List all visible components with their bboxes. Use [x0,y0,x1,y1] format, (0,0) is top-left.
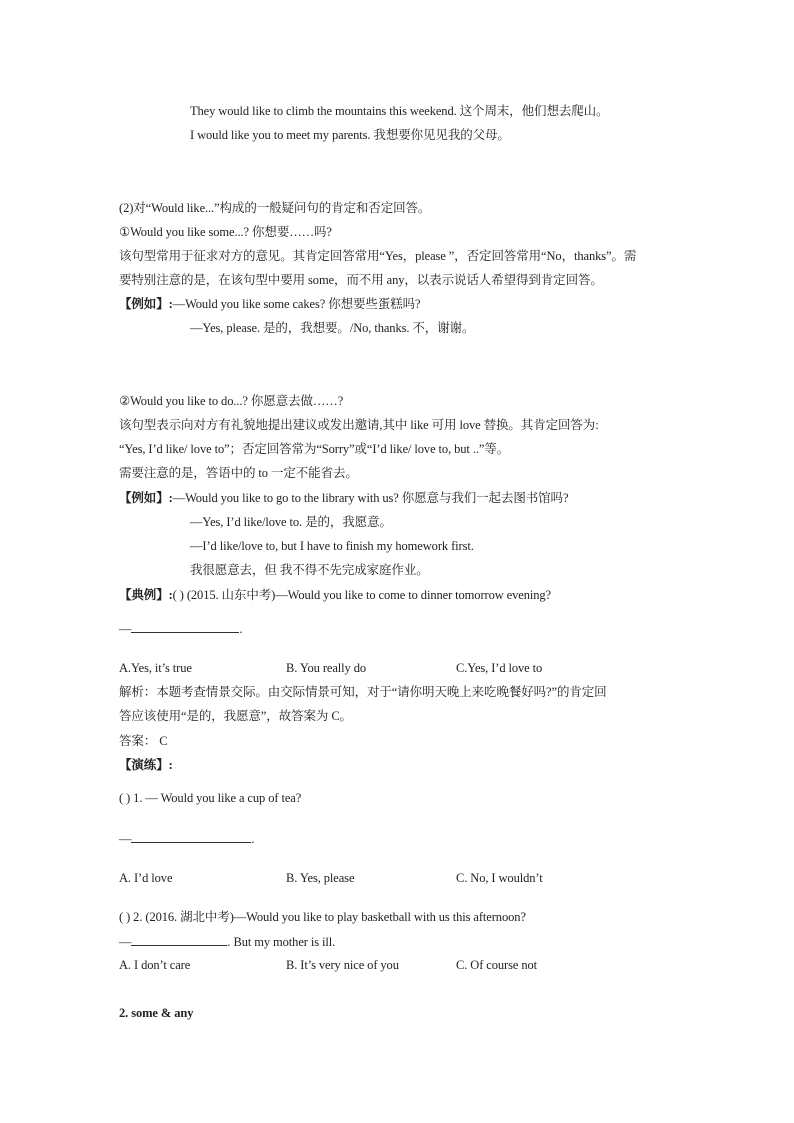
option-b: B. It’s very nice of you [286,958,399,972]
answer-line [119,933,335,950]
question-text: ( ) (2015. 山东中考)—Would you like to come to dinner tomorrow evening? [172,588,552,602]
example-answer: 我很愿意去，但 我不得不先完成家庭作业。 [190,563,429,577]
next-section-heading: 2. some & any [119,1006,194,1020]
example-label: 【例如】: [119,491,173,505]
option-c: C.Yes, I’d love to [456,661,543,675]
paragraph-line: 该句型常用于征求对方的意见。其肯定回答常用“Yes，please ”，否定回答常用“No，thanks”。需 [119,249,637,263]
option-a: A.Yes, it’s true [119,661,192,675]
subsection-title: ②Would you like to do...? 你愿意去做……? [119,394,344,408]
example-answer: —Yes, please. 是的，我想要。/No, thanks. 不，谢谢。 [190,321,475,335]
paragraph-line: “Yes, I’d like/ love to”；否定回答常为“Sorry”或“I’d like/ love to, but ..”等。 [119,442,510,456]
example-answer: —I’d like/love to, but I have to finish my homework first. [190,539,474,553]
answer-line: — . [119,832,255,846]
example-label: 【例如】: [119,297,173,311]
option-c: C. No, I wouldn’t [456,871,543,885]
subsection-title: ①Would you like some...? 你想要……吗? [119,225,332,239]
answer-text: 答案： C [119,734,168,748]
paragraph-line: 该句型表示向对方有礼貌地提出建议或发出邀请,其中 like 可用 love 替换。其肯定回答为: [119,418,599,432]
dash: — [119,622,132,636]
paragraph-line: 要特别注意的是，在该句型中要用 some，而不用 any，以表示说话人希望得到肯定回答。 [119,273,603,287]
typical-label: 【典例】: [119,588,173,602]
option-a: A. I’d love [119,871,173,885]
answer-blank[interactable] [131,830,251,843]
option-a: A. I don’t care [119,958,191,972]
analysis-line: 解析：本题考查情景交际。由交际情景可知，对于“请你明天晚上来吃晚餐好吗?”的肯定回 [119,685,607,699]
example-block [119,490,568,506]
dash: — [119,935,132,949]
analysis-line: 答应该使用“是的，我愿意”，故答案为 C。 [119,709,352,723]
dash: — [119,832,132,846]
example-answer: —Yes, I’d like/love to. 是的，我愿意。 [190,515,392,529]
answer-blank[interactable] [131,620,239,633]
answer-line: — . [119,622,243,636]
paragraph-line: 需要注意的是，答语中的 to 一定不能省去。 [119,466,358,480]
practice-question: ( ) 2. (2016. 湖北中考)—Would you like to play basketball with us this afternoon? [119,910,526,924]
practice-label: 【演练】: [119,758,173,772]
option-c: C. Of course not [456,958,538,972]
answer-suffix: . But my mother is ill. [227,935,336,949]
example-sentence: They would like to climb the mountains this weekend. 这个周末，他们想去爬山。 [190,104,609,118]
option-b: B. Yes, please [286,871,355,885]
answer-blank[interactable] [131,933,227,946]
typical-question [119,587,551,603]
section-heading: (2)对“Would like...”构成的一般疑问句的肯定和否定回答。 [119,201,431,215]
practice-question: ( ) 1. — Would you like a cup of tea? [119,791,302,805]
option-b: B. You really do [286,661,367,675]
example-sentence: I would like you to meet my parents. 我想要你见见我的父母。 [190,128,510,142]
example-question: —Would you like to go to the library with us? 你愿意与我们一起去图书馆吗? [172,491,569,505]
example-question: —Would you like some cakes? 你想要些蛋糕吗? [172,297,421,311]
example-block [119,296,420,312]
